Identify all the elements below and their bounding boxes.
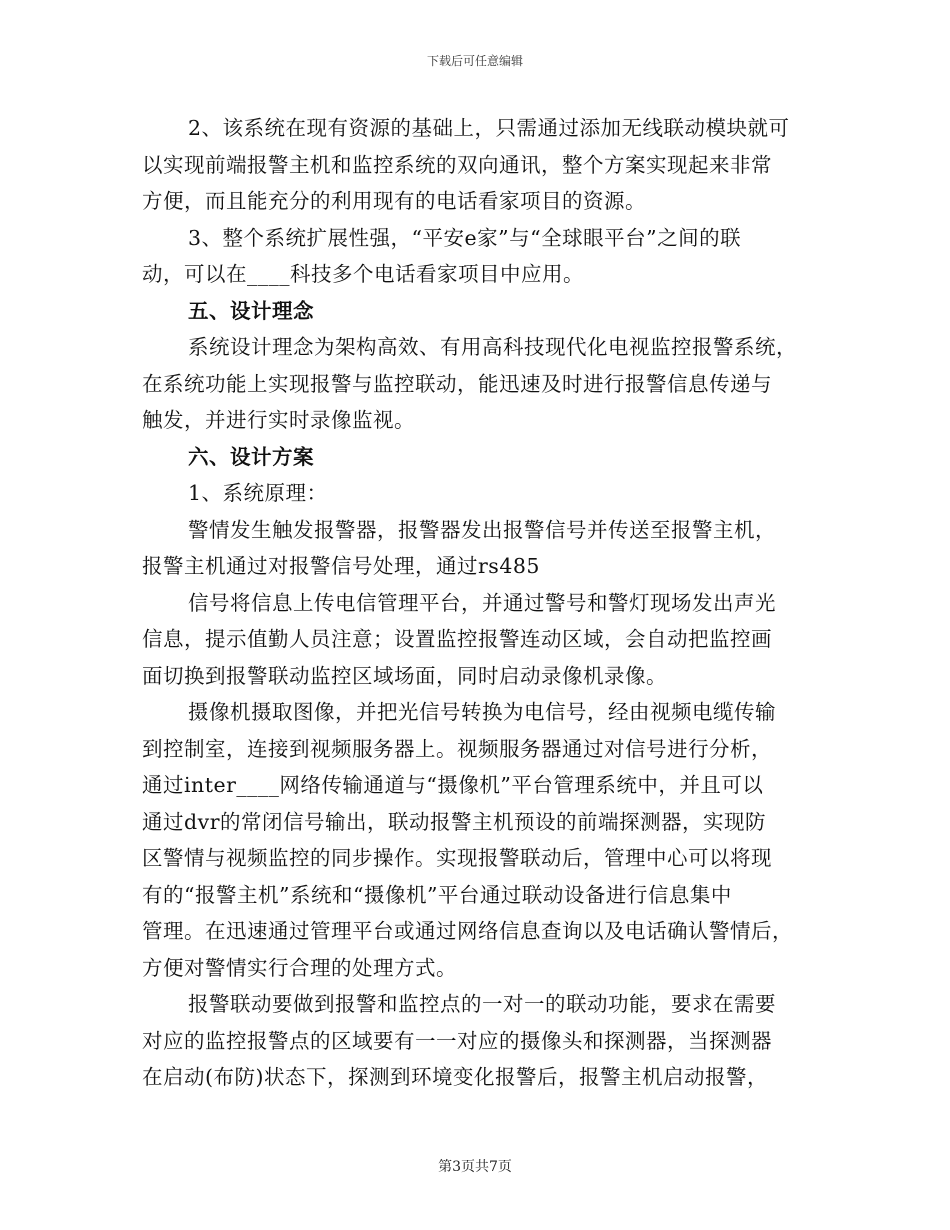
text-line: 在系统功能上实现报警与监控联动，能迅速及时进行报警信息传递与 xyxy=(142,371,772,396)
page-footer: 第3页共7页 xyxy=(438,1159,512,1175)
text-line: 面切换到报警联动监控区域场面，同时启动录像机录像。 xyxy=(142,663,667,688)
text-line: 警情发生触发报警器，报警器发出报警信号并传送至报警主机， xyxy=(188,517,776,542)
text-line: 触发，并进行实时录像监视。 xyxy=(142,408,415,432)
text-line: 方便对警情实行合理的处理方式。 xyxy=(142,955,457,980)
section-heading: 五、设计理念 xyxy=(188,298,314,323)
text-line: 通过inter____网络传输通道与“摄像机”平台管理系统中，并且可以 xyxy=(142,773,764,797)
text-line: 以实现前端报警主机和监控系统的双向通讯，整个方案实现起来非常 xyxy=(142,152,772,177)
text-line: 动，可以在____科技多个电话看家项目中应用。 xyxy=(142,262,584,286)
text-line: 报警联动要做到报警和监控点的一对一的联动功能，要求在需要 xyxy=(188,992,776,1016)
text-line: 3、整个系统扩展性强，“平安e家”与“全球眼平台”之间的联 xyxy=(188,225,742,250)
text-line: 1、系统原理： xyxy=(188,481,328,505)
text-line: 通过dvr的常闭信号输出，联动报警主机预设的前端探测器，实现防 xyxy=(142,809,767,834)
text-line: 在启动(布防)状态下，探测到环境变化报警后，报警主机启动报警， xyxy=(142,1065,768,1089)
text-line: 系统设计理念为架构高效、有用高科技现代化电视监控报警系统， xyxy=(188,335,797,359)
section-heading: 六、设计方案 xyxy=(188,444,314,469)
text-line: 管理。在迅速通过管理平台或通过网络信息查询以及电话确认警情后， xyxy=(142,919,793,943)
text-line: 方便，而且能充分的利用现有的电话看家项目的资源。 xyxy=(142,189,646,213)
document-body xyxy=(142,110,810,1096)
text-line: 报警主机通过对报警信号处理，通过rs485 xyxy=(142,554,540,578)
text-line: 有的“报警主机”系统和“摄像机”平台通过联动设备进行信息集中 xyxy=(142,882,732,907)
text-line: 信息，提示值勤人员注意；设置监控报警连动区域，会自动把监控画 xyxy=(142,627,772,651)
text-line: 对应的监控报警点的区域要有一一对应的摄像头和探测器，当探测器 xyxy=(142,1028,772,1053)
text-line: 信号将信息上传电信管理平台，并通过警号和警灯现场发出声光 xyxy=(188,590,776,615)
page-header: 下载后可任意编辑 xyxy=(426,54,523,68)
text-line: 区警情与视频监控的同步操作。实现报警联动后，管理中心可以将现 xyxy=(142,846,772,870)
text-line: 2、该系统在现有资源的基础上，只需通过添加无线联动模块就可 xyxy=(188,116,790,140)
text-line: 到控制室，连接到视频服务器上。视频服务器通过对信号进行分析， xyxy=(142,736,772,761)
text-line: 摄像机摄取图像，并把光信号转换为电信号，经由视频电缆传输 xyxy=(188,700,776,724)
